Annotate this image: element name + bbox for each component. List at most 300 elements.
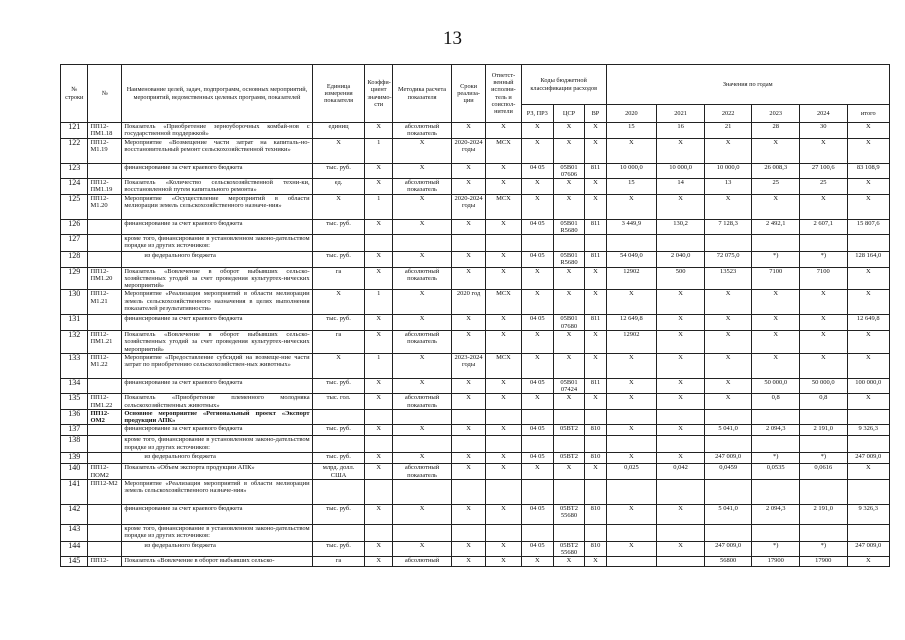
csr-cell: 05В01 07680 — [553, 315, 585, 331]
header-method: Методика расчета показателя — [392, 65, 451, 123]
responsible-cell: X — [486, 219, 522, 235]
vr-cell — [585, 235, 606, 252]
csr-cell: X — [553, 557, 585, 567]
year-value-cell: X — [800, 290, 848, 315]
row-number-cell: 121 — [61, 123, 88, 139]
responsible-cell — [486, 436, 522, 453]
csr-cell: X — [553, 464, 585, 480]
term-cell: X — [452, 504, 486, 524]
method-cell: X — [392, 378, 451, 394]
vr-cell: X — [585, 330, 606, 353]
header-codes: Коды бюджетной классификации расходов — [521, 65, 606, 105]
rz-cell: 04 05 — [521, 378, 553, 394]
total-value-cell — [847, 409, 889, 425]
year-value-cell — [704, 479, 752, 504]
year-value-cell: X — [606, 378, 657, 394]
name-cell: Показатель «Количество сельскохозяйственной техни-ки, восстановленной путем капитального ремонта» — [122, 179, 312, 195]
year-value-cell: X — [657, 504, 705, 524]
year-value-cell: 12902 — [606, 330, 657, 353]
row-number-cell: 136 — [61, 409, 88, 425]
year-value-cell — [704, 524, 752, 541]
coefficient-cell: X — [365, 267, 392, 290]
coefficient-cell: X — [365, 464, 392, 480]
term-cell: X — [452, 378, 486, 394]
row-number-cell: 133 — [61, 353, 88, 378]
coefficient-cell — [365, 524, 392, 541]
rz-cell: X — [521, 179, 553, 195]
method-cell: X — [392, 504, 451, 524]
year-value-cell — [606, 524, 657, 541]
csr-cell — [553, 235, 585, 252]
header-coefficient: Коэффи-циент значимо-сти — [365, 65, 392, 123]
coefficient-cell: X — [365, 315, 392, 331]
vr-cell: X — [585, 464, 606, 480]
coefficient-cell: X — [365, 453, 392, 464]
coefficient-cell: 1 — [365, 194, 392, 219]
year-value-cell: 247 009,0 — [704, 541, 752, 557]
term-cell — [452, 409, 486, 425]
code-cell: ПП12-ПМ1.22 — [88, 394, 122, 410]
coefficient-cell: 1 — [365, 138, 392, 163]
vr-cell — [585, 409, 606, 425]
table-row — [61, 194, 890, 219]
year-value-cell: 56800 — [704, 557, 752, 567]
row-number-cell: 138 — [61, 436, 88, 453]
rz-cell: X — [521, 353, 553, 378]
method-cell: абсолютный показатель — [392, 330, 451, 353]
coefficient-cell — [365, 436, 392, 453]
name-cell: финансирование за счет краевого бюджета — [122, 425, 312, 436]
code-cell — [88, 219, 122, 235]
year-value-cell — [752, 409, 800, 425]
vr-cell: X — [585, 290, 606, 315]
row-number-cell: 132 — [61, 330, 88, 353]
unit-cell: тыс. руб. — [312, 504, 365, 524]
total-value-cell: X — [847, 123, 889, 139]
year-value-cell: X — [704, 138, 752, 163]
year-value-cell — [657, 409, 705, 425]
rz-cell: 04 05 — [521, 453, 553, 464]
total-value-cell: X — [847, 557, 889, 567]
code-cell — [88, 524, 122, 541]
method-cell: X — [392, 194, 451, 219]
year-value-cell: X — [800, 330, 848, 353]
responsible-cell: X — [486, 504, 522, 524]
year-value-cell: *) — [800, 541, 848, 557]
year-value-cell: X — [704, 290, 752, 315]
vr-cell — [585, 479, 606, 504]
coefficient-cell: X — [365, 330, 392, 353]
name-cell: Мероприятие «Реализация мероприятий в области мелиорации земель сельскохозяйственного назначения в целях выполнения показателей результативности» — [122, 290, 312, 315]
year-value-cell: X — [606, 138, 657, 163]
coefficient-cell — [365, 235, 392, 252]
name-cell: Показатель «Вовлечение в оборот выбывших сельско- — [122, 557, 312, 567]
name-cell: из федерального бюджета — [122, 541, 312, 557]
table-row — [61, 394, 890, 410]
term-cell: X — [452, 123, 486, 139]
rz-cell: 04 05 — [521, 541, 553, 557]
header-responsible: Ответст-венный исполни-тель и соиспол-нители — [486, 65, 522, 123]
year-value-cell: X — [800, 353, 848, 378]
year-value-cell: 0,8 — [800, 394, 848, 410]
rz-cell: X — [521, 330, 553, 353]
year-value-cell: 13523 — [704, 267, 752, 290]
year-value-cell: 0,8 — [752, 394, 800, 410]
year-value-cell: X — [800, 138, 848, 163]
responsible-cell: X — [486, 425, 522, 436]
table-row — [61, 179, 890, 195]
year-value-cell: 15 — [606, 123, 657, 139]
table-row — [61, 464, 890, 480]
method-cell: X — [392, 290, 451, 315]
code-cell: ПП12-ПМ1.18 — [88, 123, 122, 139]
method-cell — [392, 479, 451, 504]
year-value-cell: 16 — [657, 123, 705, 139]
year-value-cell: X — [704, 330, 752, 353]
coefficient-cell: 1 — [365, 290, 392, 315]
name-cell: Мероприятие «Возмещение части затрат на капиталь-но-восстановительный ремонт сельскохозяйственной техники» — [122, 138, 312, 163]
name-cell: Показатель «Приобретение племенного молодняка сельскохозяйственных животных» — [122, 394, 312, 410]
coefficient-cell: X — [365, 541, 392, 557]
coefficient-cell: X — [365, 219, 392, 235]
table-body — [61, 123, 890, 567]
year-value-cell: 72 075,0 — [704, 252, 752, 268]
term-cell: X — [452, 163, 486, 179]
vr-cell: 810 — [585, 453, 606, 464]
total-value-cell — [847, 479, 889, 504]
row-number-cell: 131 — [61, 315, 88, 331]
row-number-cell: 140 — [61, 464, 88, 480]
year-value-cell: 5 041,0 — [704, 504, 752, 524]
year-value-cell: 26 008,3 — [752, 163, 800, 179]
total-value-cell: 128 164,0 — [847, 252, 889, 268]
coefficient-cell: X — [365, 252, 392, 268]
header-year: 2021 — [657, 105, 705, 123]
year-value-cell — [800, 409, 848, 425]
year-value-cell: 25 — [752, 179, 800, 195]
term-cell: X — [452, 557, 486, 567]
year-value-cell: X — [657, 138, 705, 163]
total-value-cell: X — [847, 194, 889, 219]
code-cell: ПП12-М1.21 — [88, 290, 122, 315]
year-value-cell: X — [657, 541, 705, 557]
responsible-cell: X — [486, 267, 522, 290]
row-number-cell: 122 — [61, 138, 88, 163]
responsible-cell: X — [486, 378, 522, 394]
method-cell: абсолютный показатель — [392, 123, 451, 139]
csr-cell: 05ВТ2 55680 — [553, 504, 585, 524]
year-value-cell: 15 — [606, 179, 657, 195]
coefficient-cell: X — [365, 557, 392, 567]
year-value-cell: 12 649,8 — [606, 315, 657, 331]
total-value-cell: 83 108,9 — [847, 163, 889, 179]
rz-cell: 04 05 — [521, 252, 553, 268]
coefficient-cell: X — [365, 179, 392, 195]
row-number-cell: 137 — [61, 425, 88, 436]
term-cell: X — [452, 453, 486, 464]
year-value-cell — [752, 436, 800, 453]
table-row — [61, 504, 890, 524]
year-value-cell — [800, 235, 848, 252]
header-csr: ЦСР — [553, 105, 585, 123]
year-value-cell: 21 — [704, 123, 752, 139]
code-cell — [88, 378, 122, 394]
code-cell — [88, 436, 122, 453]
responsible-cell: X — [486, 330, 522, 353]
rz-cell: 04 05 — [521, 163, 553, 179]
year-value-cell: 25 — [800, 179, 848, 195]
table-header — [61, 65, 890, 123]
term-cell — [452, 436, 486, 453]
code-cell: ПП12-ПМ1.20 — [88, 267, 122, 290]
vr-cell: X — [585, 267, 606, 290]
csr-cell: X — [553, 179, 585, 195]
term-cell: 2020-2024 годы — [452, 194, 486, 219]
rz-cell: X — [521, 123, 553, 139]
coefficient-cell: X — [365, 425, 392, 436]
method-cell — [392, 235, 451, 252]
csr-cell: X — [553, 290, 585, 315]
header-year: 2024 — [800, 105, 848, 123]
total-value-cell: 247 009,0 — [847, 453, 889, 464]
year-value-cell: X — [752, 353, 800, 378]
header-number: № — [88, 65, 122, 123]
budget-table — [60, 64, 890, 567]
year-value-cell: 2 040,0 — [657, 252, 705, 268]
table-row — [61, 330, 890, 353]
vr-cell: 811 — [585, 219, 606, 235]
code-cell: ПП12-ПМ1.21 — [88, 330, 122, 353]
term-cell: X — [452, 267, 486, 290]
code-cell — [88, 163, 122, 179]
table-row — [61, 219, 890, 235]
unit-cell — [312, 436, 365, 453]
name-cell: Основное мероприятие «Региональный проект «Экспорт продукции АПК» — [122, 409, 312, 425]
table-row — [61, 267, 890, 290]
year-value-cell — [704, 436, 752, 453]
term-cell: 2023-2024 годы — [452, 353, 486, 378]
vr-cell: 811 — [585, 315, 606, 331]
code-cell — [88, 425, 122, 436]
term-cell: X — [452, 464, 486, 480]
year-value-cell: 2 492,1 — [752, 219, 800, 235]
year-value-cell: 3 449,9 — [606, 219, 657, 235]
coefficient-cell: X — [365, 504, 392, 524]
vr-cell: 810 — [585, 425, 606, 436]
term-cell — [452, 479, 486, 504]
table-row — [61, 353, 890, 378]
vr-cell: 811 — [585, 252, 606, 268]
year-value-cell: X — [606, 290, 657, 315]
responsible-cell — [486, 409, 522, 425]
coefficient-cell: X — [365, 123, 392, 139]
unit-cell: тыс. руб. — [312, 163, 365, 179]
year-value-cell: X — [606, 453, 657, 464]
code-cell: ПП12-ОМ2 — [88, 409, 122, 425]
name-cell: Показатель «Объем экспорта продукции АПК» — [122, 464, 312, 480]
year-value-cell — [606, 557, 657, 567]
rz-cell — [521, 235, 553, 252]
year-value-cell: X — [657, 315, 705, 331]
name-cell: финансирование за счет краевого бюджета — [122, 378, 312, 394]
year-value-cell: 17900 — [752, 557, 800, 567]
year-value-cell: 2 607,1 — [800, 219, 848, 235]
year-value-cell: 50 000,0 — [800, 378, 848, 394]
table-row — [61, 453, 890, 464]
year-value-cell: X — [606, 194, 657, 219]
vr-cell — [585, 436, 606, 453]
unit-cell: га — [312, 267, 365, 290]
year-value-cell: 7100 — [800, 267, 848, 290]
responsible-cell: X — [486, 179, 522, 195]
method-cell — [392, 524, 451, 541]
csr-cell: 05ВТ2 — [553, 425, 585, 436]
rz-cell — [521, 524, 553, 541]
method-cell — [392, 436, 451, 453]
total-value-cell: X — [847, 330, 889, 353]
name-cell: финансирование за счет краевого бюджета — [122, 219, 312, 235]
year-value-cell: 500 — [657, 267, 705, 290]
unit-cell — [312, 479, 365, 504]
term-cell: X — [452, 315, 486, 331]
rz-cell — [521, 479, 553, 504]
responsible-cell: МСХ — [486, 290, 522, 315]
name-cell: кроме того, финансирование в установленном законо-дательством порядке из других источников: — [122, 436, 312, 453]
year-value-cell — [657, 235, 705, 252]
total-value-cell — [847, 436, 889, 453]
vr-cell — [585, 524, 606, 541]
year-value-cell — [657, 557, 705, 567]
row-number-cell: 125 — [61, 194, 88, 219]
rz-cell: 04 05 — [521, 219, 553, 235]
year-value-cell: X — [657, 425, 705, 436]
year-value-cell: *) — [800, 453, 848, 464]
year-value-cell — [800, 524, 848, 541]
responsible-cell — [486, 479, 522, 504]
code-cell: ПП12- — [88, 557, 122, 567]
vr-cell: X — [585, 394, 606, 410]
unit-cell: X — [312, 290, 365, 315]
term-cell — [452, 524, 486, 541]
csr-cell: X — [553, 353, 585, 378]
unit-cell: единиц — [312, 123, 365, 139]
unit-cell: тыс. руб. — [312, 541, 365, 557]
year-value-cell: *) — [800, 252, 848, 268]
table-row — [61, 557, 890, 567]
table-row — [61, 235, 890, 252]
code-cell: ПП12-М1.19 — [88, 138, 122, 163]
csr-cell: 05В01 R5680 — [553, 252, 585, 268]
total-value-cell: X — [847, 290, 889, 315]
year-value-cell — [704, 235, 752, 252]
table-row — [61, 409, 890, 425]
unit-cell — [312, 524, 365, 541]
unit-cell: тыс. руб. — [312, 252, 365, 268]
year-value-cell: X — [606, 394, 657, 410]
vr-cell: 811 — [585, 378, 606, 394]
rz-cell: 04 05 — [521, 504, 553, 524]
coefficient-cell: X — [365, 394, 392, 410]
method-cell: абсолютный показатель — [392, 394, 451, 410]
responsible-cell: X — [486, 315, 522, 331]
year-value-cell: X — [657, 194, 705, 219]
csr-cell: X — [553, 330, 585, 353]
rz-cell: X — [521, 557, 553, 567]
method-cell: X — [392, 163, 451, 179]
method-cell: абсолютный показатель — [392, 179, 451, 195]
table-row — [61, 524, 890, 541]
row-number-cell: 144 — [61, 541, 88, 557]
year-value-cell: 247 009,0 — [704, 453, 752, 464]
year-value-cell: X — [704, 378, 752, 394]
header-year: 2022 — [704, 105, 752, 123]
method-cell: абсолютный — [392, 557, 451, 567]
method-cell: X — [392, 315, 451, 331]
year-value-cell: X — [800, 194, 848, 219]
name-cell: кроме того, финансирование в установленном законо-дательством порядке из других источников: — [122, 235, 312, 252]
unit-cell: X — [312, 194, 365, 219]
coefficient-cell: X — [365, 378, 392, 394]
unit-cell: X — [312, 353, 365, 378]
responsible-cell: МСХ — [486, 194, 522, 219]
year-value-cell: 2 094,3 — [752, 504, 800, 524]
header-row-number: № строки — [61, 65, 88, 123]
year-value-cell — [800, 436, 848, 453]
row-number-cell: 135 — [61, 394, 88, 410]
method-cell: абсолютный показатель — [392, 464, 451, 480]
responsible-cell: X — [486, 464, 522, 480]
total-value-cell: X — [847, 353, 889, 378]
header-vr: ВР — [585, 105, 606, 123]
csr-cell: 05ВТ2 55680 — [553, 541, 585, 557]
table-row — [61, 378, 890, 394]
coefficient-cell — [365, 479, 392, 504]
name-cell: финансирование за счет краевого бюджета — [122, 504, 312, 524]
method-cell: X — [392, 353, 451, 378]
year-value-cell: 2 191,0 — [800, 504, 848, 524]
vr-cell: X — [585, 353, 606, 378]
term-cell: X — [452, 541, 486, 557]
unit-cell: га — [312, 557, 365, 567]
row-number-cell: 124 — [61, 179, 88, 195]
year-value-cell: 10 000,0 — [657, 163, 705, 179]
year-value-cell: 2 094,3 — [752, 425, 800, 436]
term-cell: 2020-2024 годы — [452, 138, 486, 163]
row-number-cell: 142 — [61, 504, 88, 524]
year-value-cell: X — [704, 353, 752, 378]
csr-cell: X — [553, 194, 585, 219]
csr-cell: 05В01 R5680 — [553, 219, 585, 235]
unit-cell: тыс. руб. — [312, 378, 365, 394]
csr-cell — [553, 409, 585, 425]
rz-cell: X — [521, 464, 553, 480]
year-value-cell: 2 191,0 — [800, 425, 848, 436]
year-value-cell — [606, 479, 657, 504]
header-name: Наименование целей, задач, подпрограмм, основных мероприятий, мероприятий, ведомственных целевых программ, показателей — [122, 65, 312, 123]
year-value-cell: 130,2 — [657, 219, 705, 235]
year-value-cell — [657, 436, 705, 453]
term-cell: X — [452, 252, 486, 268]
year-value-cell: X — [606, 541, 657, 557]
term-cell: X — [452, 394, 486, 410]
code-cell — [88, 453, 122, 464]
year-value-cell: 0,0535 — [752, 464, 800, 480]
vr-cell: X — [585, 557, 606, 567]
year-value-cell: X — [657, 330, 705, 353]
responsible-cell: X — [486, 557, 522, 567]
coefficient-cell: X — [365, 163, 392, 179]
header-year: 2023 — [752, 105, 800, 123]
